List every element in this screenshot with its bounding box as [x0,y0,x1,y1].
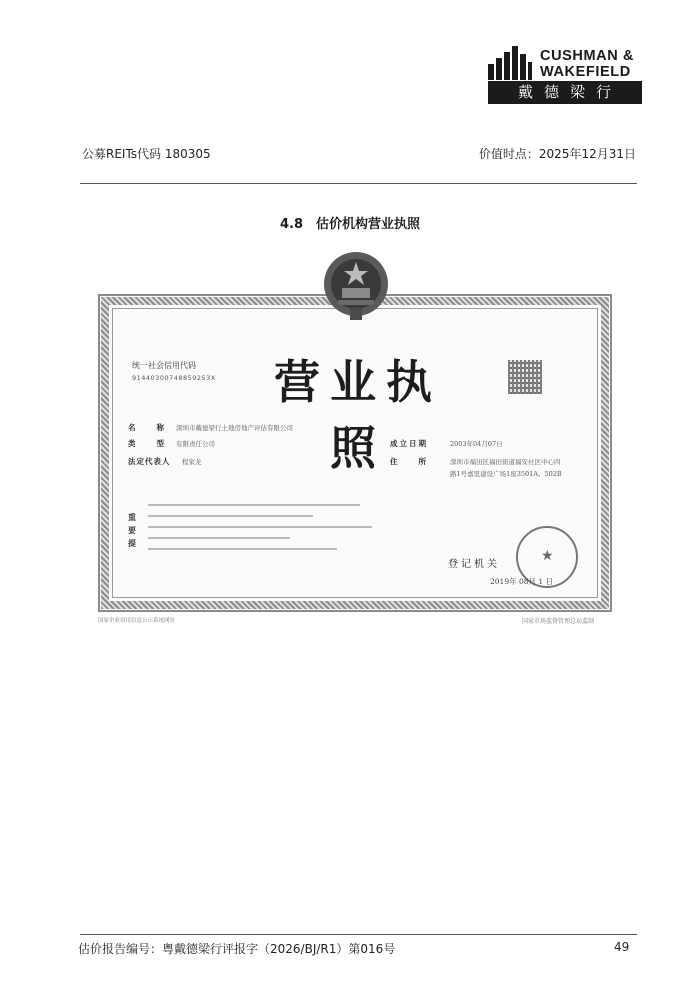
type-value: 有限责任公司 [176,440,215,448]
credit-code-label: 统一社会信用代码 [132,361,196,370]
national-emblem-icon [320,248,392,324]
scope-char-1: 重 [128,513,136,522]
business-license-image [98,294,612,612]
registration-authority-label: 登记机关 [448,559,500,570]
seal-star-icon: ★ [541,548,554,564]
scope-char-3: 提 [128,539,136,548]
address-label: 住 所 [390,457,428,466]
logo-chinese-name: 戴德梁行 [488,81,642,104]
cushman-wakefield-logo [488,46,642,104]
report-number: 估价报告编号：粤戴德梁行评报字（2026/BJ/R1）第016号 [78,942,396,956]
legal-rep-label: 法定代表人 [128,457,171,466]
reits-code: 公募REITs代码 180305 [82,147,211,161]
address-value-line1: 深圳市福田区福田街道福安社区中心四 [450,458,561,466]
qr-code-icon [508,360,542,394]
established-label: 成立日期 [390,439,428,448]
name-label: 名 称 [128,423,166,432]
skyline-logo-icon [488,46,532,80]
header-rule [80,183,637,184]
logo-text-line1: CUSHMAN & [540,48,635,64]
page-number: 49 [614,940,630,954]
valuation-date: 价值时点：2025年12月31日 [478,147,636,161]
legal-rep-value: 程家龙 [182,458,202,466]
established-value: 2003年04月07日 [450,440,503,448]
credit-code-value: 91440300748859253X [132,374,216,382]
license-footer-right: 国家市场监督管理总局监制 [522,618,595,625]
scope-char-2: 要 [128,526,136,535]
business-scope-text [148,504,384,559]
license-footer-left: 国家企业信用信息公示系统网址 [98,618,176,624]
address-value-line2: 路1号嘉里建设广场1座3501A、502B [450,470,562,478]
registration-date: 2019年 08月 1 日 [490,577,554,586]
logo-text-line2: WAKEFIELD [540,64,631,80]
section-title: 4.8 估价机构营业执照 [279,217,421,232]
footer-rule [80,934,637,935]
type-label: 类 型 [128,439,166,448]
name-value: 深圳市戴德梁行土地房地产评估有限公司 [176,424,293,432]
license-title: 营业执照 [274,355,442,475]
